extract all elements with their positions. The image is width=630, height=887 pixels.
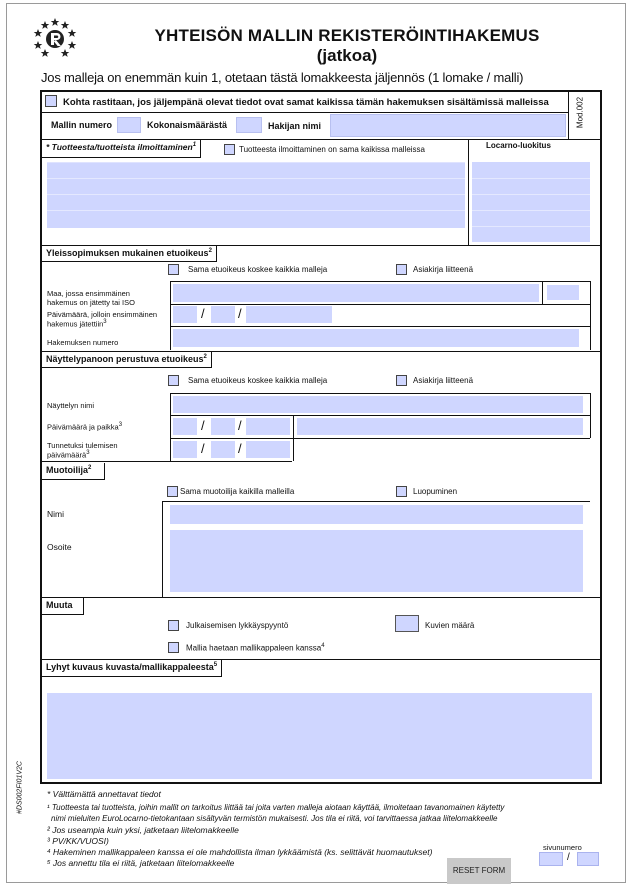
first-shown-label-line1: Tunnetuksi tulemisen (47, 441, 118, 450)
image-count-field[interactable] (395, 615, 419, 632)
designer-tab: Muotoilija$^2$ (42, 463, 105, 480)
exhibition-day-field[interactable] (173, 418, 197, 435)
designer-name-label: Nimi (47, 509, 64, 519)
applicant-name-field[interactable] (330, 114, 566, 137)
publication-deferment-label: Julkaisemisen lykkäyspyyntö (186, 621, 289, 630)
designer-address-field[interactable] (170, 530, 583, 592)
same-designer-label: Sama muotoilija kaikilla malleilla (180, 487, 295, 496)
same-exhibition-priority-checkbox[interactable] (168, 375, 179, 386)
first-filing-day-field[interactable] (173, 306, 197, 323)
other-title: Muuta (46, 600, 73, 610)
products-section-title: * Tuotteesta/tuotteista ilmoittaminen (46, 142, 193, 152)
same-designer-checkbox[interactable] (167, 486, 178, 497)
footnote-4: ⁴ Hakeminen mallikappaleen kanssa ei ole mahdollista ilman lykkäämistä (ks. selittävät huomautukset) (47, 847, 433, 857)
page-number-label: sivunumero (543, 843, 582, 852)
first-shown-day-field[interactable] (173, 441, 197, 458)
country-label-line2: hakemus on jätetty tai ISO (47, 298, 135, 307)
footnote-5: ⁵ Jos annettu tila ei riitä, jatketaan liitelomakkeelle (47, 858, 235, 868)
locarno-label: Locarno-luokitus (486, 141, 551, 150)
date-separator: / (238, 418, 242, 433)
locarno-field[interactable] (472, 162, 590, 242)
date-separator: / (238, 306, 242, 321)
description-title: Lyhyt kuvaus kuvasta/mallikappaleesta (46, 662, 214, 672)
application-number-label: Hakemuksen numero (47, 338, 119, 347)
model-number-label: Mallin numero (51, 120, 113, 130)
country-label-line1: Maa, jossa ensimmäinen (47, 289, 130, 298)
form-page (6, 3, 626, 883)
first-filing-month-field[interactable] (211, 306, 235, 323)
total-count-label: Kokonaismäärästä (147, 120, 228, 130)
date-separator: / (201, 441, 205, 456)
designer-waiver-label: Luopuminen (413, 487, 458, 496)
country-iso-field[interactable] (547, 285, 579, 300)
reset-form-button[interactable]: RESET FORM (447, 858, 511, 884)
ohim-logo (33, 16, 77, 60)
convention-document-attached-checkbox[interactable] (396, 264, 407, 275)
form-title: YHTEISÖN MALLIN REKISTERÖINTIHAKEMUS (154, 26, 540, 45)
model-number-field[interactable] (117, 117, 141, 133)
footnote-1: ¹ Tuotteesta tai tuotteista, joihin mallit on tarkoitus liittää tai joita varten malleja aiotaan käyttää, ilmoitetaan tavanomainen käytetty (47, 803, 505, 812)
exhibition-document-attached-label: Asiakirja liitteenä (413, 376, 474, 385)
footnote-2: ² Jos useampia kuin yksi, jatketaan liitelomakkeelle (47, 825, 239, 835)
designer-address-label: Osoite (47, 542, 72, 552)
specimen-label: Mallia haetaan mallikappaleen kanssa$^4$ (186, 643, 325, 653)
form-subtitle: (jatkoa) (316, 46, 378, 65)
form-code: Mod.002 (575, 96, 585, 129)
exhibition-place-field[interactable] (297, 418, 583, 435)
exhibition-month-field[interactable] (211, 418, 235, 435)
same-products-label: Tuotteesta ilmoittaminen on sama kaikissa malleissa (239, 145, 426, 154)
total-count-field[interactable] (236, 117, 262, 133)
other-tab (42, 598, 84, 615)
exhibition-date-place-label: Päivämäärä ja paikka$^3$ (47, 422, 123, 432)
same-info-all-models-label: Kohta rastitaan, jos jäljempänä olevat tiedot ovat samat kaikissa tämän hakemuksen sisältämissä malleissa (63, 97, 549, 108)
exhibition-priority-title: Näyttelypanoon perustuva etuoikeus (46, 354, 204, 364)
first-shown-month-field[interactable] (211, 441, 235, 458)
first-shown-year-field[interactable] (246, 441, 290, 458)
exhibition-document-attached-checkbox[interactable] (396, 375, 407, 386)
country-field[interactable] (173, 284, 539, 302)
form-instruction: Jos malleja on enemmän kuin 1, otetaan tästä lomakkeesta jäljennös (1 lomake / malli) (41, 70, 524, 85)
exhibition-name-field[interactable] (173, 396, 583, 413)
same-info-all-models-checkbox[interactable] (45, 95, 57, 107)
document-code: #DS002FI01V2C (16, 761, 24, 814)
publication-deferment-checkbox[interactable] (168, 620, 179, 631)
first-filing-date-label-line2: hakemus jätettiin$^3$ (47, 319, 107, 329)
image-count-label: Kuvien määrä (425, 621, 475, 630)
description-field[interactable] (47, 693, 592, 779)
products-section-tab: * Tuotteesta/tuotteista ilmoittaminen$^1$ (42, 140, 201, 158)
exhibition-priority-tab: Näyttelypanoon perustuva etuoikeus$^2$ (42, 352, 212, 368)
designer-waiver-checkbox[interactable] (396, 486, 407, 497)
application-number-field[interactable] (173, 329, 579, 347)
same-convention-priority-checkbox[interactable] (168, 264, 179, 275)
footnote-1b: nimi mieluiten EuroLocarno-tietokantaan sisältyvän termistön mukaisesti. Jos tila ei riitä, voi tarvittaessa jatkaa liitelomakkeelle (51, 814, 498, 823)
convention-priority-title: Yleissopimuksen mukainen etuoikeus (46, 248, 209, 258)
footnote-required: * Välttämättä annettavat tiedot (47, 789, 161, 799)
date-separator: / (201, 306, 205, 321)
designer-title: Muotoilija (46, 465, 88, 475)
exhibition-year-field[interactable] (246, 418, 290, 435)
specimen-checkbox[interactable] (168, 642, 179, 653)
applicant-name-label: Hakijan nimi (268, 121, 322, 131)
footnote-3: ³ PV/KK/VUOSI) (47, 836, 109, 846)
first-filing-date-label-line1: Päivämäärä, jolloin ensimmäinen (47, 310, 158, 319)
same-convention-priority-label: Sama etuoikeus koskee kaikkia malleja (188, 265, 328, 274)
first-filing-year-field[interactable] (246, 306, 332, 323)
description-tab: Lyhyt kuvaus kuvasta/mallikappaleesta$^5$ (42, 660, 222, 677)
same-products-checkbox[interactable] (224, 144, 235, 155)
products-field[interactable] (47, 162, 465, 228)
first-shown-label-line2: päivämäärä$^3$ (47, 450, 90, 460)
designer-name-field[interactable] (170, 505, 583, 524)
page-number-total-field[interactable] (577, 852, 599, 866)
convention-document-attached-label: Asiakirja liitteenä (413, 265, 474, 274)
same-exhibition-priority-label: Sama etuoikeus koskee kaikkia malleja (188, 376, 328, 385)
exhibition-name-label: Näyttelyn nimi (47, 401, 95, 410)
date-separator: / (201, 418, 205, 433)
page-number-current-field[interactable] (539, 852, 563, 866)
date-separator: / (238, 441, 242, 456)
page-number-separator: / (567, 852, 570, 863)
convention-priority-tab: Yleissopimuksen mukainen etuoikeus$^2$ (42, 246, 217, 262)
